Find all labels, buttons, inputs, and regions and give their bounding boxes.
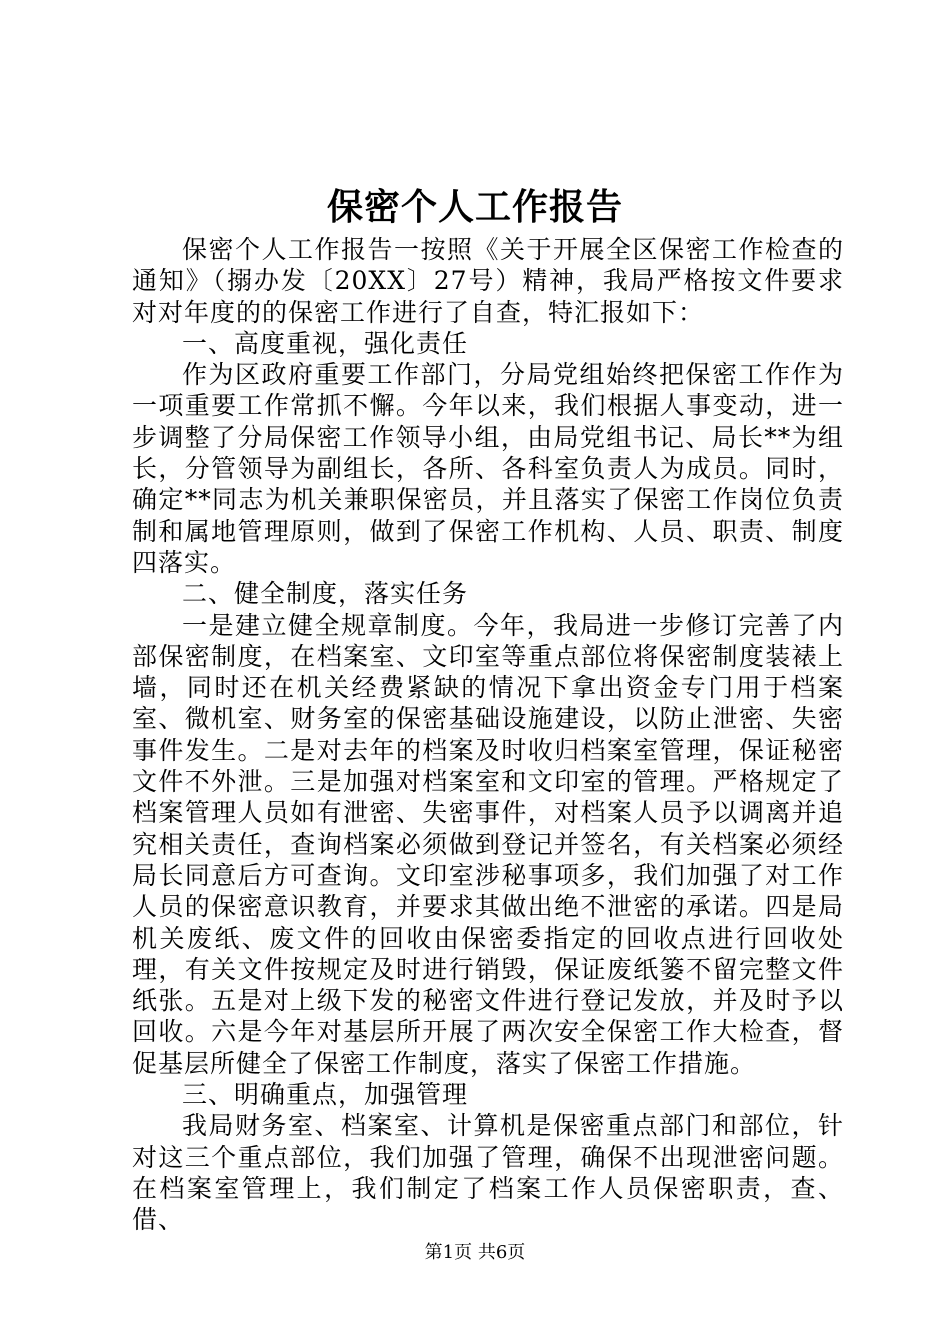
document-title: 保密个人工作报告 <box>326 186 623 228</box>
section-2-paragraph: 一是建立健全规章制度。今年，我局进一步修订完善了内部保密制度，在档案室、文印室等重点部位将保密制度装裱上墙，同时还在机关经费紧缺的情况下拿出资金专门用于档案室、微机室、财务室的保密基础设施建设，以防止泄密、失密事件发生。二是对去年的档案及时收归档案室管理，保证秘密文件不外泄。三是加强对档案室和文印室的管理。严格规定了档案管理人员如有泄密、失密事件，对档案人员予以调离并追究相关责任，查询档案必须做到登记并签名，有关档案必须经局长同意后方可查询。文印室涉秘事项多，我们加强了对工作人员的保密意识教育，并要求其做出绝不泄密的承诺。四是局机关废纸、废文件的回收由保密委指定的回收点进行回收处理，有关文件按规定及时进行销毁，保证废纸篓不留完整文件纸张。五是对上级下发的秘密文件进行登记发放，并及时予以回收。六是今年对基层所开展了两次安全保密工作大检查，督促基层所健全了保密工作制度，落实了保密工作措施。 <box>132 610 844 1078</box>
section-1-paragraph: 作为区政府重要工作部门，分局党组始终把保密工作作为一项重要工作常抓不懈。今年以来，我们根据人事变动，进一步调整了分局保密工作领导小组，由局党组书记、局长**为组长，分管领导为副组长，各所、各科室负责人为成员。同时，确定**同志为机关兼职保密员，并且落实了保密工作岗位负责制和属地管理原则，做到了保密工作机构、人员、职责、制度四落实。 <box>132 360 844 577</box>
intro-paragraph: 保密个人工作报告一按照《关于开展全区保密工作检查的通知》（搦办发〔20XX〕27号）精神，我局严格按文件要求对对年度的的保密工作进行了自查，特汇报如下： <box>132 235 844 327</box>
section-3-paragraph: 我局财务室、档案室、计算机是保密重点部门和部位，针对这三个重点部位，我们加强了管理，确保不出现泄密问题。在档案室管理上，我们制定了档案工作人员保密职责，查、借、 <box>132 1111 844 1235</box>
document-body <box>132 234 844 1236</box>
section-heading-1: 一、高度重视，强化责任 <box>182 328 469 358</box>
section-heading-3: 三、明确重点，加强管理 <box>182 1080 469 1110</box>
page-number: 第1页 共6页 <box>424 1242 526 1263</box>
section-heading-2: 二、健全制度，落实任务 <box>182 579 469 609</box>
